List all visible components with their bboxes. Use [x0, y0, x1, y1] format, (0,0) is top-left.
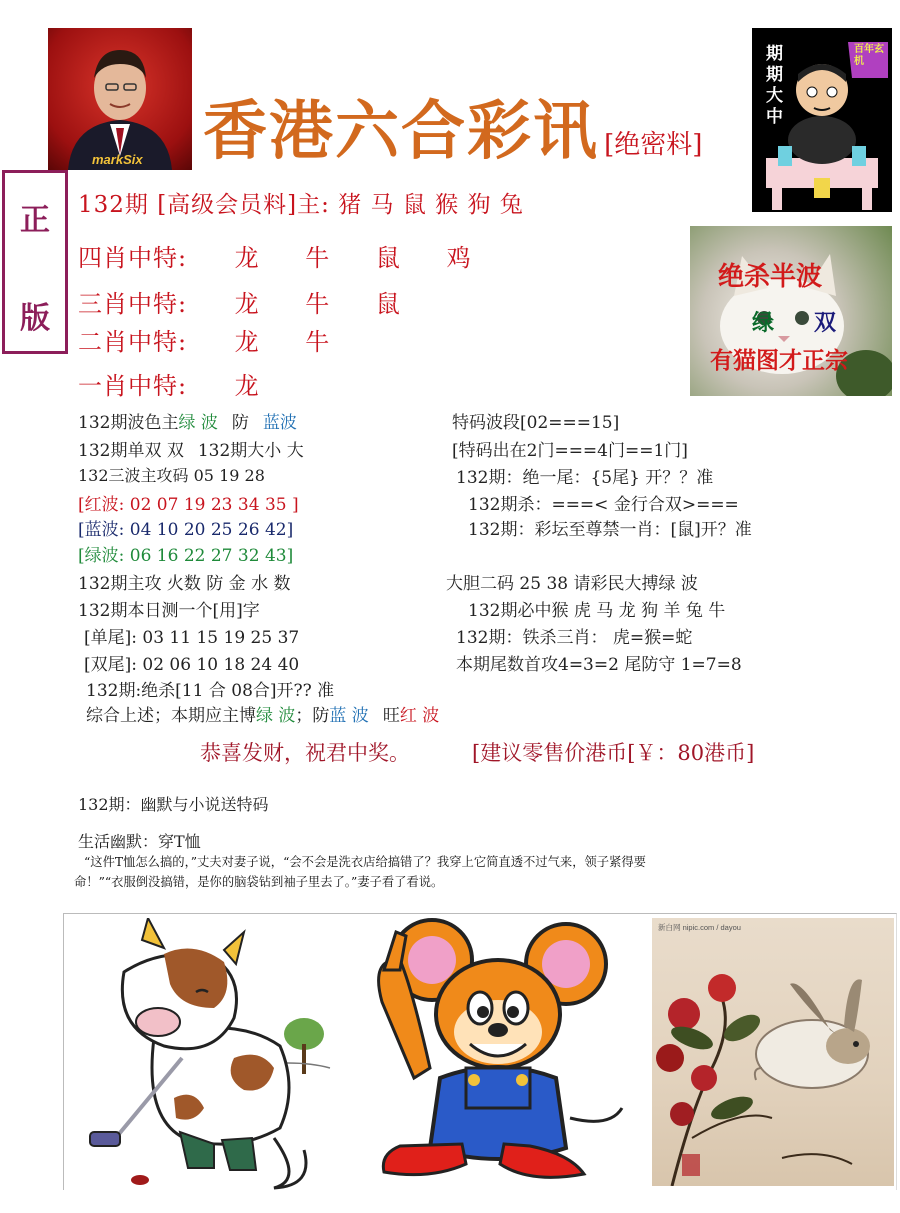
- four-zodiac-row: [78, 238, 509, 273]
- blue-wave-numbers: [蓝波: 04 10 20 25 26 42]: [78, 520, 294, 540]
- zodiac-value: 鼠: [375, 290, 401, 318]
- summary-mid2: 旺: [382, 706, 400, 726]
- zodiac-value: 龙: [234, 328, 260, 356]
- rabbit-painting: [652, 918, 894, 1186]
- kill-card-color: 绿: [752, 310, 775, 336]
- three-zodiac-label: 三肖中特:: [78, 290, 188, 318]
- zodiac-value: 龙: [234, 372, 260, 400]
- summary-prefix: 综合上述；本期应主博: [86, 706, 256, 726]
- badge-top: 正: [20, 203, 50, 238]
- member-main-line: 132期 [高级会员料]主: 猪 马 鼠 猴 狗 兔: [78, 192, 524, 218]
- two-codes: 大胆二码 25 38 请彩民大搏绿 波: [446, 574, 698, 594]
- wave-prefix: 132期波色主: [78, 413, 179, 433]
- page-title-main: 香港六合彩讯: [203, 94, 599, 169]
- one-zodiac-label: 一肖中特:: [78, 372, 188, 400]
- summary-green: 绿 波: [256, 706, 296, 726]
- kill-combo: 132期杀：===< 金行合双>===: [468, 495, 739, 515]
- kill-combination: 132期:绝杀[11 合 08合]开?? 准: [86, 681, 335, 701]
- badge-bottom: 版: [20, 301, 50, 336]
- daily-char: 132期本日测一个[用]字: [78, 601, 260, 621]
- summary-red: 红 波: [399, 706, 440, 726]
- comic-sign-left: 期期大中: [766, 44, 783, 127]
- size-value: 132期大小 大: [197, 441, 304, 461]
- single-double: 132期单双 双: [78, 441, 184, 461]
- double-tail: [双尾]: 02 06 10 18 24 40: [84, 655, 300, 675]
- wave-main: 绿 波: [178, 413, 218, 433]
- kill-card-line1: 绝杀半波: [718, 262, 823, 292]
- kill-card: [690, 226, 892, 396]
- greeting-text: 恭喜发财，祝君中奖。: [200, 741, 410, 765]
- single-tail: [单尾]: 03 11 15 19 25 37: [84, 628, 300, 648]
- wave-guard-value: 蓝波: [262, 413, 297, 433]
- genuine-badge: [2, 170, 68, 354]
- kill-three: 132期：铁杀三肖： 虎=猴=蛇: [456, 628, 693, 648]
- comic-panel: [752, 28, 892, 212]
- mouse-cartoon-icon: [370, 918, 628, 1190]
- story-line-1: “这件T恤怎么搞的，”丈夫对妻子说，“会不会是洗衣店给搞错了？我穿上它简直透不过气来，领子紧得要: [84, 855, 646, 869]
- zodiac-value: 龙: [234, 244, 260, 272]
- must-hit: 132期必中猴 虎 马 龙 狗 羊 兔 牛: [468, 601, 726, 621]
- main-attack: 132期主攻 火数 防 金 水 数: [78, 574, 291, 594]
- three-zodiac-row: [78, 284, 438, 319]
- zodiac-value: 牛: [305, 290, 331, 318]
- two-zodiac-row: [78, 322, 367, 357]
- kill-card-line3: 有猫图才正宗: [710, 347, 848, 374]
- story-title: 132期：幽默与小说送特码: [78, 795, 269, 814]
- one-zodiac-row: [78, 366, 297, 401]
- kill-card-line2: [752, 306, 836, 337]
- page-title: [203, 80, 702, 172]
- four-zodiac-label: 四肖中特:: [78, 244, 188, 272]
- rabbit-flower-icon: [652, 918, 894, 1186]
- summary-line: [86, 701, 439, 726]
- special-doors: [特码出在2门===4门==1门]: [452, 441, 688, 461]
- zodiac-value: 鼠: [375, 244, 401, 272]
- zodiac-value: 牛: [305, 328, 331, 356]
- wave-guard: 防: [231, 413, 249, 433]
- story-line-2: 命！”“衣服倒没搞错，是你的脑袋钻到袖子里去了。”妻子看了看说。: [74, 875, 444, 889]
- three-wave-codes: 132三波主攻码 05 19 28: [78, 466, 265, 485]
- forbidden-zodiac: 132期：彩坛至尊禁一肖：[鼠]开？准: [468, 520, 752, 540]
- kill-card-parity: 双: [814, 310, 837, 336]
- zodiac-value: 牛: [305, 244, 331, 272]
- summary-blue: 蓝 波: [329, 706, 369, 726]
- host-photo: [48, 28, 192, 170]
- comic-sign-right: 百年玄机: [854, 44, 884, 67]
- single-double-line: [78, 436, 304, 461]
- zodiac-value: 鸡: [446, 244, 472, 272]
- kill-tail: 132期：绝一尾：{5尾} 开？？准: [456, 468, 714, 488]
- zodiac-value: 龙: [234, 290, 260, 318]
- green-wave-numbers: [绿波: 06 16 22 27 32 43]: [78, 546, 294, 566]
- host-portrait-icon: [48, 28, 192, 170]
- page-title-suffix: [绝密料]: [604, 130, 703, 160]
- tail-attack: 本期尾数首攻4=3=2 尾防守 1=7=8: [456, 655, 742, 675]
- two-zodiac-label: 二肖中特:: [78, 328, 188, 356]
- special-range: 特码波段[02===15]: [452, 413, 620, 433]
- retail-price: [建议零售价港币[￥：80港币]: [472, 741, 755, 765]
- cow-golfer-icon: [84, 918, 344, 1190]
- story-subtitle: 生活幽默：穿T恤: [78, 832, 201, 851]
- summary-mid: ；防: [295, 706, 330, 726]
- wave-color-line: [78, 408, 297, 433]
- red-wave-numbers: [红波: 02 07 19 23 34 35 ]: [78, 495, 299, 515]
- marksix-logo: markSix: [92, 152, 143, 167]
- painting-watermark: 新白网 nipic.com / dayou: [658, 923, 741, 932]
